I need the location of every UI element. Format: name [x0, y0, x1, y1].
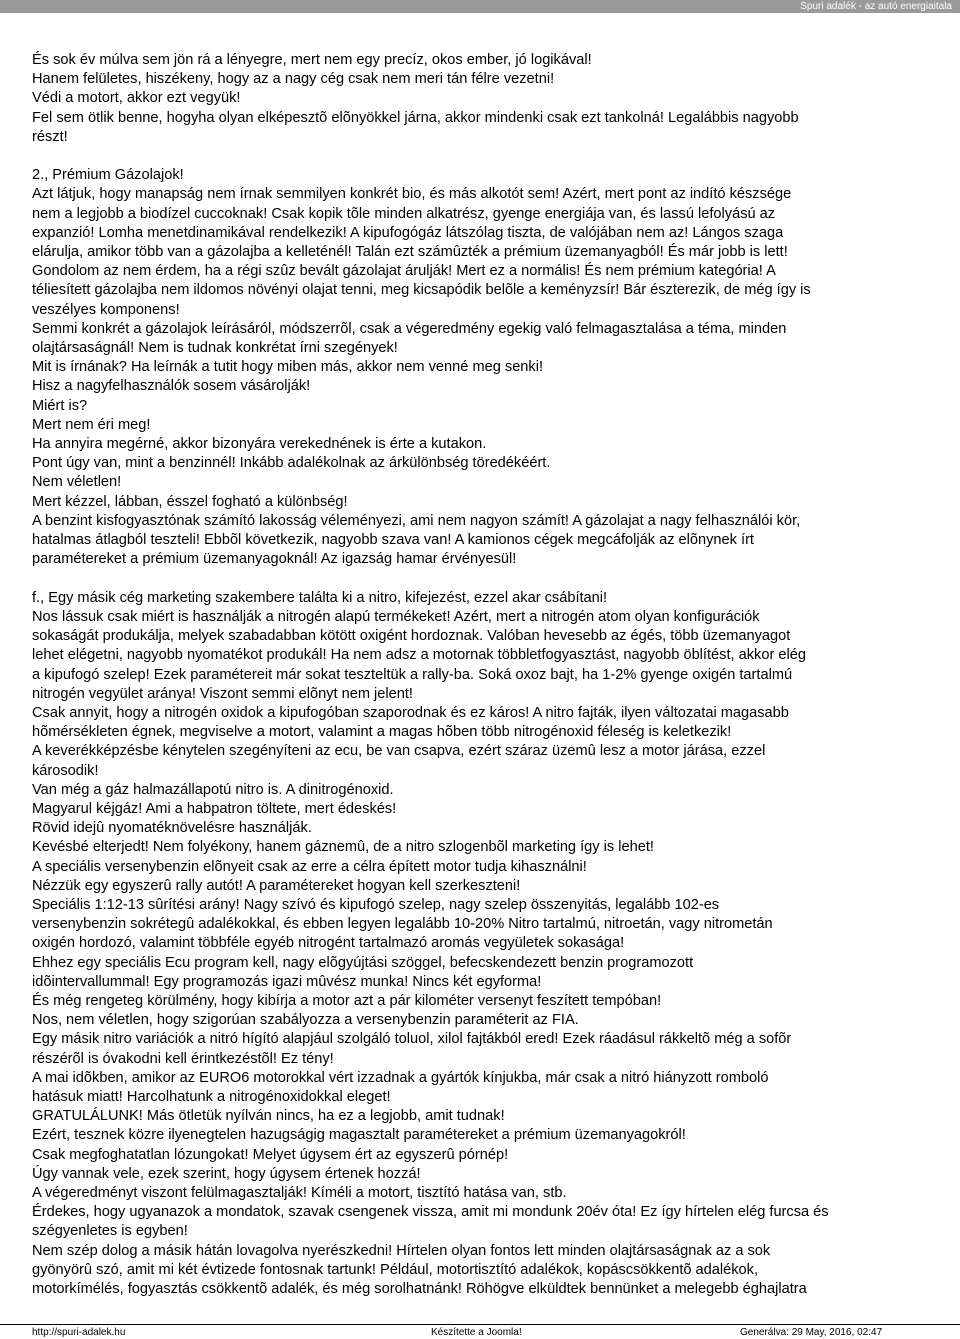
text-line: paramétereket a prémium üzemanyagoknál! Az igazság hamar érvényesül!	[32, 551, 517, 568]
text-line: Nos lássuk csak miért is használják a nitrogén alapú termékeket! Azért, mert a nitrogén atom olyan konfigurációk	[32, 608, 760, 625]
header-title: Spuri adalék - az autó energiaitala	[800, 1, 952, 12]
text-line	[32, 569, 932, 588]
text-line: oxigén hordozó, valamint többféle egyéb nitrogént tartalmazó aromás vegyületek sokasága!	[32, 935, 625, 952]
text-line: hatalmas átlagból teszteli! Ebbõl következik, nagyobb szava van! A kamionos cégek megcáfolják az elõnynek írt	[32, 532, 754, 549]
article-body	[32, 51, 932, 1299]
text-line: a kipufogó szelep! Ezek paramétereit már sokat teszteltük a rally-ba. Soká oxoz bajt, ha 1-2% gyenge oxigén tartalmú	[32, 666, 793, 683]
text-line	[32, 147, 932, 166]
text-line: lehet elégetni, nagyobb nyomatékot produkál! Ha nem adsz a motornak többletfogyasztást, nagyobb öblítést, akkor elég	[32, 647, 806, 664]
text-line: Védi a motort, akkor ezt vegyük!	[32, 90, 241, 107]
text-line: Azt látjuk, hogy manapság nem írnak semmilyen konkrét bio, és más alkotót sem! Azért, mert pont az indító készsége	[32, 186, 792, 203]
text-line: És sok év múlva sem jön rá a lényegre, mert nem egy precíz, okos ember, jó logikával!	[32, 52, 592, 68]
text-line: expanzió! Lomha menetdinamikával rendelkezik! A kipufogógáz látszólag tiszta, de valójában nem az! Lángos szaga	[32, 224, 784, 241]
text-line: Rövid idejû nyomatéknövelésre használják.	[32, 820, 312, 837]
text-line: Pont úgy van, mint a benzinnél! Inkább adalékolnak az árkülönbség töredékéért.	[32, 455, 551, 472]
text-line: Miért is?	[32, 397, 88, 414]
text-line: Ehhez egy speciális Ecu program kell, nagy elõgyújtási szöggel, befecskendezett benzin programozott	[32, 954, 694, 971]
text-line: Érdekes, hogy ugyanazok a mondatok, szavak csengenek vissza, amit mi mondunk 20év óta! Ez így hírtelen elég furcsa és	[32, 1204, 829, 1221]
text-line: versenybenzin sokrétegû adalékokkal, és ebben legyen legalább 10-20% Nitro tartalmú, nitroetán, vagy nitrometán	[32, 916, 773, 933]
text-line: Hisz a nagyfelhasználók sosem vásárolják!	[32, 378, 311, 395]
text-line: És még rengeteg körülmény, hogy kibírja a motor azt a pár kilométer versenyt feszített tempóban!	[32, 992, 662, 1009]
text-line: olajtársaságnál! Nem is tudnak konkrétat írni szegények!	[32, 340, 398, 357]
text-line: Csak megfoghatatlan lózungokat! Melyet úgysem ért az egyszerû pórnép!	[32, 1146, 509, 1163]
text-line: idõintervallummal! Egy programozás igazi mûvész munka! Nincs két egyforma!	[32, 973, 542, 990]
text-line: Ezért, tesznek közre ilyenegtelen hazugságig magasztalt paramétereket a prémium üzemanyagokról!	[32, 1127, 686, 1144]
footer-url[interactable]: http://spuri-adalek.hu	[32, 1327, 126, 1338]
text-line: sokaságát produkálja, melyek szabadabban kötött oxigént hordoznak. Valóban hevesebb az égés, több üzemanyagot	[32, 628, 791, 645]
text-line: szégyenletes is egyben!	[32, 1223, 188, 1240]
text-line: A végeredményt viszont felülmagasztalják! Kíméli a motort, tisztító hatása van, stb.	[32, 1184, 567, 1201]
text-line: Egy másik nitro variációk a nitró hígító alapjául szolgáló toluol, xilol fajtákból ered! Ezek ráadásul rákkeltõ még a sofõr	[32, 1031, 792, 1048]
text-line: hatásuk miatt! Harcolhatunk a nitrogénoxidokkal eleget!	[32, 1088, 391, 1105]
text-line: téliesített gázolajba nem ildomos növényi olajat tenni, meg kicsapódik belõle a keményzsír! Bár észterezik, de még így is	[32, 282, 811, 299]
text-line: nem a legjobb a biodízel cuccoknak! Csak kopik tõle minden alkatrész, gyenge energiája van, és lassú lefolyású az	[32, 205, 776, 222]
text-line: motorkímélés, fogyasztás csökkentõ adalék, és még sorolhatnánk! Röhögve elküldtek bennünket a melegebb éghajlatra	[32, 1281, 807, 1297]
text-line: Nézzük egy egyszerû rally autót! A paramétereket hogyan kell szerkeszteni!	[32, 877, 521, 894]
text-line: Kevésbé elterjedt! Nem folyékony, hanem gáznemû, de a nitro szlogenbõl marketing így is lehet!	[32, 839, 654, 856]
text-line: Nem véletlen!	[32, 474, 122, 491]
text-line: f., Egy másik cég marketing szakembere találta ki a nitro, kifejezést, ezzel akar csábítani!	[32, 589, 608, 606]
footer-made-with: Készítette a Joomla!	[431, 1327, 522, 1338]
text-line: Nos, nem véletlen, hogy szigorúan szabályozza a versenybenzin paraméterit az FIA.	[32, 1012, 579, 1029]
text-line: Gondolom az nem érdem, ha a régi szûz bevált gázolajat árulják! Mert ez a normális! És nem prémium kategória! A	[32, 263, 776, 280]
text-line: nitrogén vegyület aránya! Viszont semmi elõnyt nem jelent!	[32, 685, 413, 702]
text-line: Speciális 1:12-13 sûrítési arány! Nagy szívó és kipufogó szelep, nagy szelep összenyitás, legalább 102-es	[32, 896, 720, 913]
header-bar	[0, 0, 960, 13]
text-line: Van még a gáz halmazállapotú nitro is. A dinitrogénoxid.	[32, 781, 394, 798]
text-line: GRATULÁLUNK! Más ötletük nyílván nincs, ha ez a legjobb, amit tudnak!	[32, 1108, 505, 1125]
text-line: A speciális versenybenzin elõnyeit csak az erre a célra épített motor tudja kihasználni!	[32, 858, 587, 875]
text-line: A benzint kisfogyasztónak számító lakosság véleményezi, ami nem nagyon számít! A gázolajat a nagy felhasználói kör,	[32, 512, 801, 529]
text-line: Úgy vannak vele, ezek szerint, hogy úgysem értenek hozzá!	[32, 1165, 421, 1182]
text-line: hõmérsékleten égnek, megviselve a motort, valamint a magas hõben több nitrogénoxid féleség is keletkezik!	[32, 724, 732, 741]
text-line: 2., Prémium Gázolajok!	[32, 167, 184, 184]
text-line: részt!	[32, 128, 68, 145]
text-line: Hanem felületes, hiszékeny, hogy az a nagy cég csak nem meri tán félre vezetni!	[32, 71, 555, 88]
text-line: károsodik!	[32, 762, 99, 779]
text-line: Mert nem éri meg!	[32, 416, 151, 433]
text-line: Ha annyira megérné, akkor bizonyára verekednének is érte a kutakon.	[32, 436, 487, 453]
text-line: elárulja, amikor több van a gázolajba a kelleténél! Talán ezt számûzték a prémium üzemanyagból! És már jobb is lett!	[32, 244, 788, 261]
text-line: gyönyörû szó, amit mi két évtizede fontosnak tartunk! Például, motortisztító adalékok, kopáscsökkentõ adalékok,	[32, 1261, 759, 1278]
page-footer	[0, 1324, 960, 1339]
text-line: Mit is írnának? Ha leírnák a tutit hogy miben más, akkor nem venné meg senki!	[32, 359, 544, 376]
text-line: Semmi konkrét a gázolajok leírásáról, módszerrõl, csak a végeredmény egekig való felmagasztalása a téma, minden	[32, 320, 787, 337]
text-line: A mai idõkben, amikor az EURO6 motorokkal vért izzadnak a gyártók kínjukba, már csak a nitró hiányzott romboló	[32, 1069, 769, 1086]
text-line: Magyarul kéjgáz! Ami a habpatron töltete, mert édeskés!	[32, 800, 397, 817]
text-line: Csak annyit, hogy a nitrogén oxidok a kipufogóban szaporodnak és ez káros! A nitro fajták, ilyen változatai magasabb	[32, 704, 789, 721]
text-line: részérõl is óvakodni kell érintkezéstõl! Ez tény!	[32, 1050, 334, 1067]
text-line: Mert kézzel, lábban, ésszel fogható a különbség!	[32, 493, 348, 510]
text-line: Fel sem ötlik benne, hogyha olyan elképesztõ elõnyökkel járna, akkor mindenki csak ezt tankolná! Legalábbis nagyobb	[32, 109, 799, 126]
text-line: A keverékképzésbe kénytelen szegényíteni az ecu, be van csapva, ezért száraz üzemû lesz a motor járása, ezzel	[32, 743, 766, 760]
text-line: Nem szép dolog a másik hátán lovagolva nyerészkedni! Hírtelen olyan fontos lett minden olajtársaságnak az a sok	[32, 1242, 771, 1259]
footer-generated: Generálva: 29 May, 2016, 02:47	[740, 1327, 883, 1338]
text-line: veszélyes komponens!	[32, 301, 180, 318]
